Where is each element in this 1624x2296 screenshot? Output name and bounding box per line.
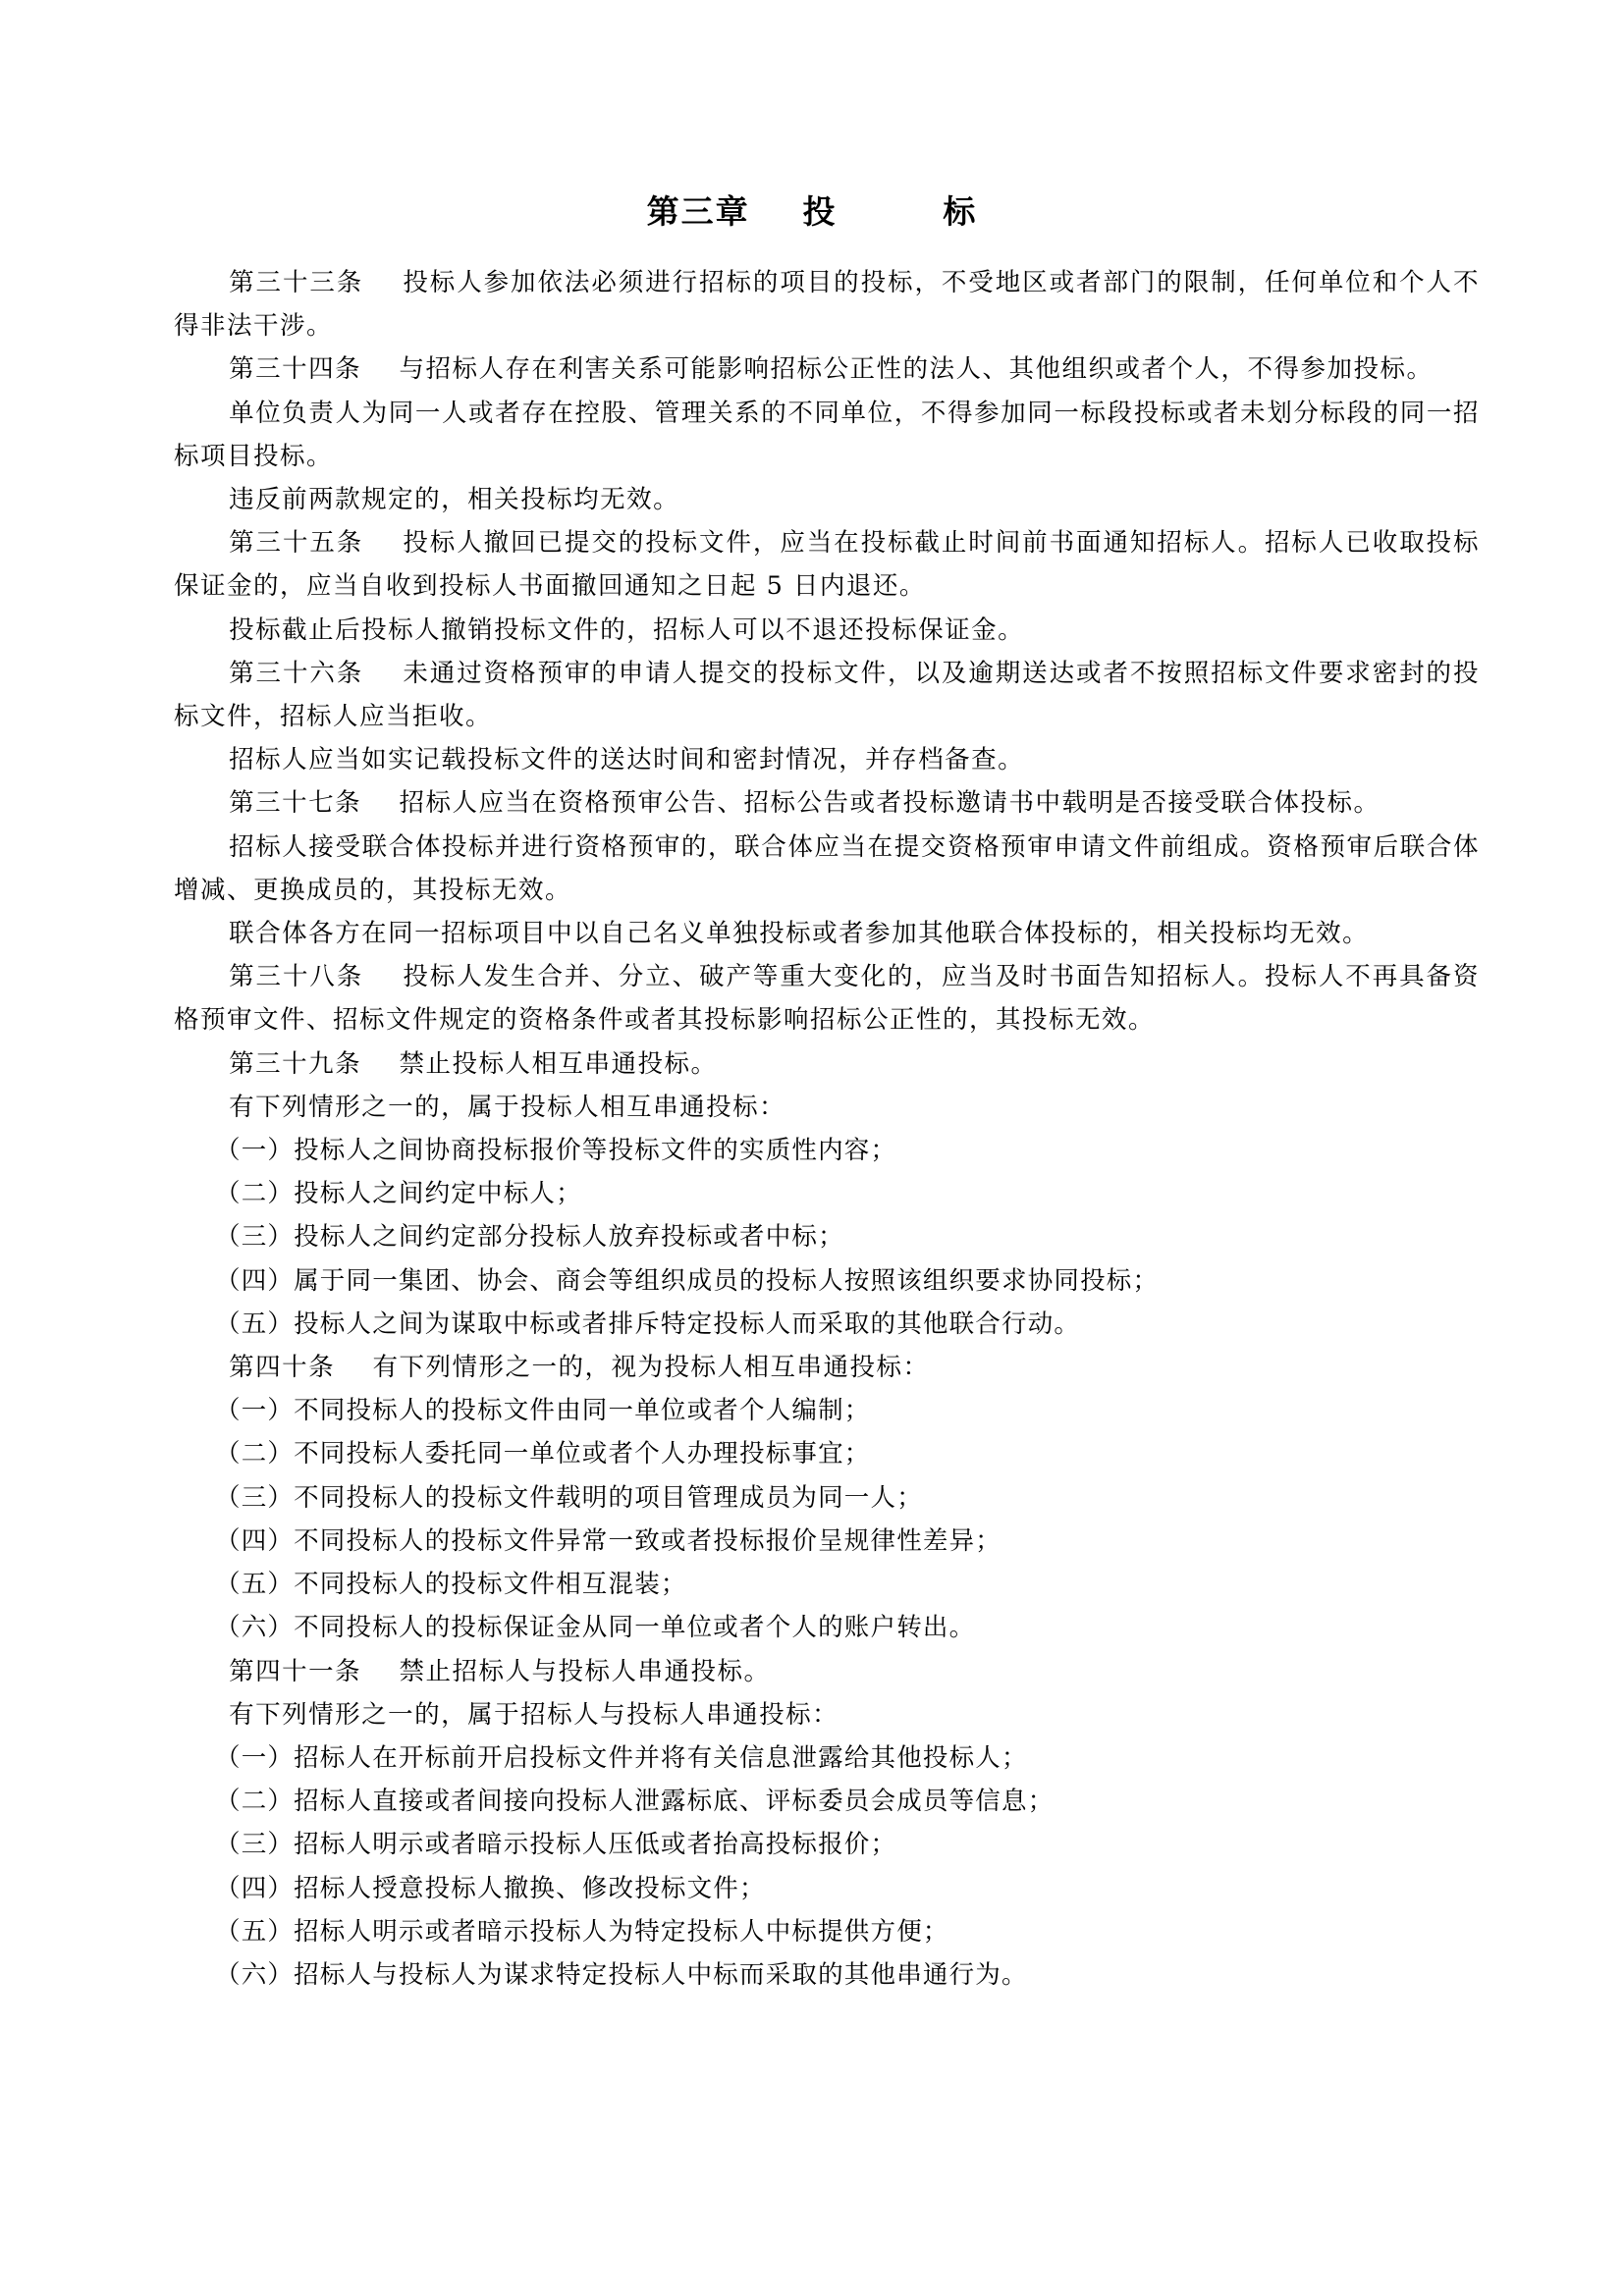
paragraph: 联合体各方在同一招标项目中以自己名义单独投标或者参加其他联合体投标的，相关投标均无效。 [229, 919, 1370, 949]
document-body [174, 261, 1480, 1997]
list-item: （二）招标人直接或者间接向投标人泄露标底、评标委员会成员等信息； [215, 1787, 1055, 1817]
list-item: （二）不同投标人委托同一单位或者个人办理投标事宜； [215, 1439, 871, 1469]
paragraph: 第三十九条 禁止投标人相互串通投标。 [229, 1048, 718, 1079]
paragraph: 第三十八条 投标人发生合并、分立、破产等重大变化的，应当及时书面告知招标人。投标人不再具备资格预审文件、招标文件规定的资格条件或者其投标影响招标公正性的，其投标无效。 [174, 962, 1480, 1036]
paragraph: 违反前两款规定的，相关投标均无效。 [229, 485, 680, 515]
article-heading: 第四十一条 禁止招标人与投标人串通投标。 [229, 1656, 771, 1686]
paragraph: 第三十五条 投标人撤回已提交的投标文件，应当在投标截止时间前书面通知招标人。招标人已收取投标保证金的，应当自收到投标人书面撤回通知之日起 5 日内退还。 [174, 528, 1480, 602]
paragraph: 招标人应当如实记载投标文件的送达时间和密封情况，并存档备查。 [229, 745, 1025, 775]
list-item: （二）投标人之间约定中标人； [215, 1179, 582, 1209]
article-heading: 第四十条 有下列情形之一的，视为投标人相互串通投标： [229, 1353, 930, 1383]
paragraph: 第三十三条 投标人参加依法必须进行招标的项目的投标，不受地区或者部门的限制，任何单位和个人不得非法干涉。 [174, 268, 1480, 342]
list-item: （六）招标人与投标人为谋求特定投标人中标而采取的其他串通行为。 [215, 1959, 1028, 1990]
list-item: （一）投标人之间协商投标报价等投标文件的实质性内容； [215, 1136, 897, 1166]
paragraph: 投标截止后投标人撤销投标文件的，招标人可以不退还投标保证金。 [229, 614, 1025, 645]
chapter-title: 第三章 投 标 [646, 192, 978, 231]
list-item: （一）招标人在开标前开启投标文件并将有关信息泄露给其他投标人； [215, 1742, 1028, 1773]
list-item: （三）招标人明示或者暗示投标人压低或者抬高投标报价； [215, 1830, 897, 1860]
paragraph: 第三十七条 招标人应当在资格预审公告、招标公告或者投标邀请书中载明是否接受联合体投标。 [229, 788, 1380, 819]
paragraph: 第三十六条 未通过资格预审的申请人提交的投标文件，以及逾期送达或者不按照招标文件要求密封的投标文件，招标人应当拒收。 [174, 658, 1480, 732]
list-item: （四）招标人授意投标人撤换、修改投标文件； [215, 1873, 766, 1903]
paragraph: 招标人接受联合体投标并进行资格预审的，联合体应当在提交资格预审申请文件前组成。资格预审后联合体增减、更换成员的，其投标无效。 [174, 831, 1480, 905]
list-item: （五）招标人明示或者暗示投标人为特定投标人中标提供方便； [215, 1916, 949, 1947]
list-item: （三）投标人之间约定部分投标人放弃投标或者中标； [215, 1222, 844, 1253]
list-item: （五）投标人之间为谋取中标或者排斥特定投标人而采取的其他联合行动。 [215, 1308, 1081, 1339]
list-item: （一）不同投标人的投标文件由同一单位或者个人编制； [215, 1396, 871, 1426]
list-item: （三）不同投标人的投标文件载明的项目管理成员为同一人； [215, 1482, 923, 1513]
list-item: （四）不同投标人的投标文件异常一致或者投标报价呈规律性差异； [215, 1525, 1002, 1556]
list-item: （四）属于同一集团、协会、商会等组织成员的投标人按照该组织要求协同投标； [215, 1265, 1160, 1296]
paragraph: 第三十四条 与招标人存在利害关系可能影响招标公正性的法人、其他组织或者个人，不得参加投标。 [229, 354, 1434, 385]
paragraph: 单位负责人为同一人或者存在控股、管理关系的不同单位，不得参加同一标段投标或者未划分标段的同一招标项目投标。 [174, 398, 1480, 471]
list-item: （五）不同投标人的投标文件相互混装； [215, 1570, 687, 1600]
paragraph: 有下列情形之一的，属于投标人相互串通投标： [229, 1092, 786, 1122]
list-item: （六）不同投标人的投标保证金从同一单位或者个人的账户转出。 [215, 1613, 976, 1643]
paragraph: 有下列情形之一的，属于招标人与投标人串通投标： [229, 1699, 839, 1730]
